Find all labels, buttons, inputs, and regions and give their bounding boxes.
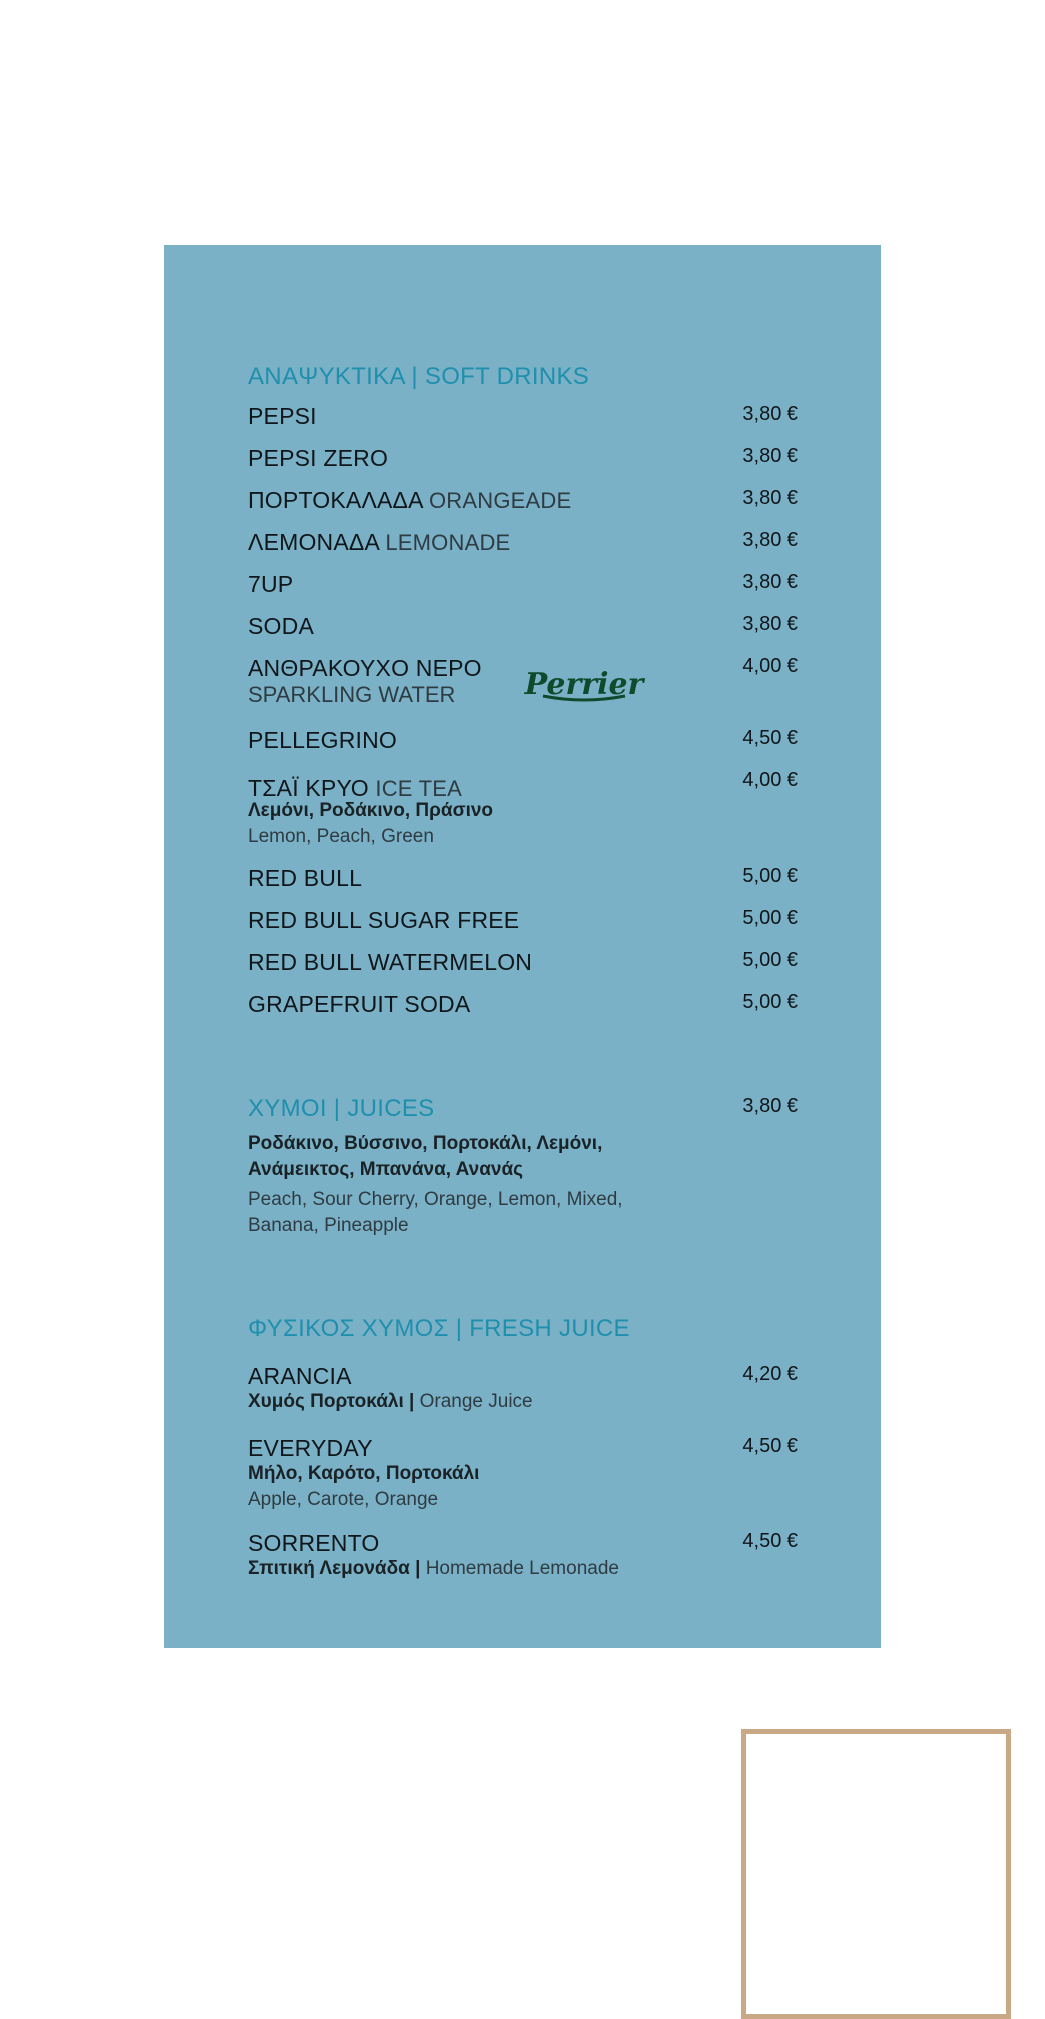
item-description-en: Orange Juice xyxy=(419,1391,533,1412)
item-name xyxy=(248,487,571,514)
menu-item-red-bull xyxy=(248,865,798,905)
item-price: 4,50 € xyxy=(742,1435,798,1457)
decorative-frame xyxy=(741,1729,1011,2019)
item-price: 3,80 € xyxy=(742,613,798,635)
item-price: 3,80 € xyxy=(742,529,798,551)
item-name-gr: ΤΣΑΪ ΚΡΥΟ xyxy=(248,775,369,801)
item-name-en: SPARKLING WATER xyxy=(248,682,456,707)
menu-item-pellegrino xyxy=(248,727,798,767)
item-description-gr: Λεμόνι, Ροδάκινο, Πράσινο xyxy=(248,800,494,821)
section-title-fresh-juice: ΦΥΣΙΚΟΣ ΧΥΜΟΣ | FRESH JUICE xyxy=(248,1315,630,1342)
item-name: SORRENTO xyxy=(248,1530,380,1556)
item-price: 3,80 € xyxy=(742,403,798,425)
juices-description-gr-line2: Ανάμεικτος, Μπανάνα, Ανανάς xyxy=(248,1159,524,1180)
item-price: 5,00 € xyxy=(742,991,798,1013)
item-description-en: Lemon, Peach, Green xyxy=(248,826,434,847)
perrier-logo xyxy=(524,660,644,716)
menu-item-lemonade xyxy=(248,529,798,569)
item-price: 5,00 € xyxy=(742,865,798,887)
item-price: 5,00 € xyxy=(742,907,798,929)
juices-description-en-line1: Peach, Sour Cherry, Orange, Lemon, Mixed, xyxy=(248,1189,623,1210)
item-price: 4,50 € xyxy=(742,1530,798,1552)
item-name: ΑΝΘΡΑΚΟΥΧΟ ΝΕΡΟ xyxy=(248,655,482,681)
item-name: 7UP xyxy=(248,571,294,597)
item-name-en: LEMONADE xyxy=(385,530,511,555)
item-name: EVERYDAY xyxy=(248,1435,373,1461)
juices-header xyxy=(248,1095,798,1135)
menu-item-soda xyxy=(248,613,798,653)
item-name xyxy=(248,529,510,556)
menu-item-grapefruit-soda xyxy=(248,991,798,1031)
item-name: PEPSI ZERO xyxy=(248,445,389,471)
section-title-soft-drinks: ΑΝΑΨΥΚΤΙΚΑ | SOFT DRINKS xyxy=(248,363,590,390)
item-name-en: ICE TEA xyxy=(375,776,462,801)
menu-item-pepsi-zero xyxy=(248,445,798,485)
juices-description-gr-line1: Ροδάκινο, Βύσσινο, Πορτοκάλι, Λεμόνι, xyxy=(248,1133,603,1154)
item-price: 4,50 € xyxy=(742,727,798,749)
item-name: RED BULL WATERMELON xyxy=(248,949,533,975)
item-name: RED BULL xyxy=(248,865,363,891)
item-description-gr: Σπιτική Λεμονάδα | xyxy=(248,1558,421,1579)
perrier-logo-text: Perrier xyxy=(524,667,644,702)
item-price: 4,00 € xyxy=(742,655,798,677)
item-price: 3,80 € xyxy=(742,445,798,467)
item-price: 3,80 € xyxy=(742,1095,798,1117)
item-name: GRAPEFRUIT SODA xyxy=(248,991,471,1017)
item-name: RED BULL SUGAR FREE xyxy=(248,907,520,933)
juices-description-en-line2: Banana, Pineapple xyxy=(248,1215,409,1236)
item-name: SODA xyxy=(248,613,314,639)
item-description xyxy=(248,1391,533,1413)
item-description-gr: Μήλο, Καρότο, Πορτοκάλι xyxy=(248,1463,480,1484)
item-name: PEPSI xyxy=(248,403,317,429)
item-name-gr: ΠΟΡΤΟΚΑΛΑΔΑ xyxy=(248,487,423,513)
item-description-en: Apple, Carote, Orange xyxy=(248,1489,439,1510)
menu-panel xyxy=(164,245,881,1648)
item-name-gr: ΛΕΜΟΝΑΔΑ xyxy=(248,529,379,555)
item-price: 4,00 € xyxy=(742,769,798,791)
section-title-juices: ΧΥΜΟΙ | JUICES xyxy=(248,1095,435,1122)
item-description xyxy=(248,1558,619,1580)
item-name-en: ORANGEADE xyxy=(428,488,572,513)
item-name: ARANCIA xyxy=(248,1363,352,1389)
menu-item-orangeade xyxy=(248,487,798,527)
menu-item-red-bull-sugar-free xyxy=(248,907,798,947)
item-price: 4,20 € xyxy=(742,1363,798,1385)
menu-item-7up xyxy=(248,571,798,611)
item-name: PELLEGRINO xyxy=(248,727,397,753)
item-price: 5,00 € xyxy=(742,949,798,971)
item-price: 3,80 € xyxy=(742,571,798,593)
item-name xyxy=(248,775,462,802)
item-description-en: Homemade Lemonade xyxy=(425,1558,619,1579)
item-description-gr: Χυμός Πορτοκάλι | xyxy=(248,1391,415,1412)
item-price: 3,80 € xyxy=(742,487,798,509)
menu-item-red-bull-watermelon xyxy=(248,949,798,989)
menu-item-pepsi xyxy=(248,403,798,443)
